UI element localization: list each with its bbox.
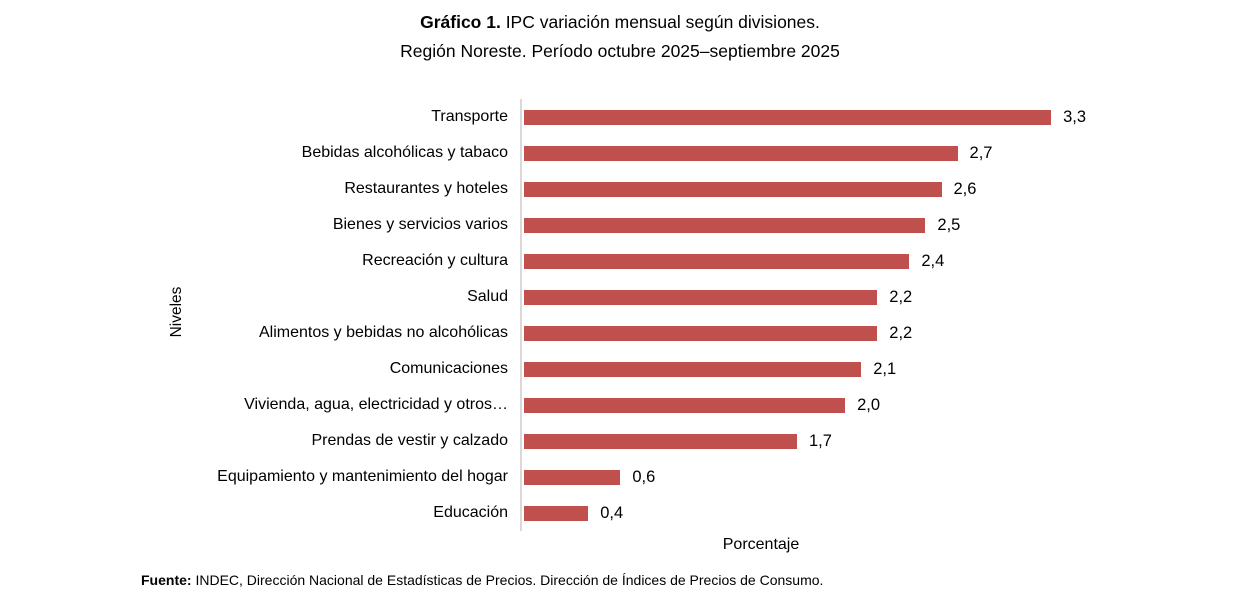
category-label: Recreación y cultura bbox=[362, 252, 508, 269]
category-label: Bebidas alcohólicas y tabaco bbox=[301, 144, 508, 161]
value-label: 0,4 bbox=[600, 503, 624, 522]
bar bbox=[524, 470, 620, 485]
value-label: 0,6 bbox=[632, 467, 656, 486]
category-label: Educación bbox=[433, 504, 508, 521]
bar bbox=[524, 434, 797, 449]
category-label: Vivienda, agua, electricidad y otros… bbox=[244, 396, 508, 413]
y-axis-title: Niveles bbox=[168, 286, 185, 338]
bar-row bbox=[0, 495, 1086, 531]
bar-row bbox=[0, 99, 1086, 135]
bar-track bbox=[520, 423, 1086, 459]
bar bbox=[524, 326, 877, 341]
bar-track bbox=[520, 459, 1086, 495]
source-note-prefix: Fuente: bbox=[141, 572, 192, 588]
bar-row bbox=[0, 207, 1086, 243]
value-label: 2,4 bbox=[921, 251, 945, 270]
bar bbox=[524, 254, 909, 269]
value-label: 2,1 bbox=[873, 359, 897, 378]
category-label: Equipamiento y mantenimiento del hogar bbox=[217, 468, 508, 485]
value-label: 2,5 bbox=[937, 215, 961, 234]
bar bbox=[524, 110, 1051, 125]
source-note bbox=[141, 572, 823, 588]
bar-track bbox=[520, 99, 1086, 135]
bar bbox=[524, 362, 861, 377]
x-axis-title: Porcentaje bbox=[722, 536, 800, 553]
value-label: 2,2 bbox=[889, 323, 913, 342]
value-label: 1,7 bbox=[808, 431, 832, 450]
value-label: 2,6 bbox=[953, 179, 977, 198]
source-note-text: INDEC, Dirección Nacional de Estadísticas de Precios. Dirección de Índices de Precios de Consumo. bbox=[191, 572, 824, 588]
bar bbox=[524, 506, 588, 521]
bar-row bbox=[0, 279, 1086, 315]
bar-track bbox=[520, 495, 1086, 531]
bar-track bbox=[520, 171, 1086, 207]
category-label: Salud bbox=[467, 288, 508, 305]
category-label: Alimentos y bebidas no alcohólicas bbox=[258, 324, 508, 341]
category-label: Prendas de vestir y calzado bbox=[311, 432, 508, 449]
chart-title-prefix: Gráfico 1. bbox=[420, 12, 501, 32]
value-label: 3,3 bbox=[1063, 107, 1086, 126]
category-label: Restaurantes y hoteles bbox=[344, 180, 508, 197]
chart-title-text: IPC variación mensual según divisiones. bbox=[500, 12, 820, 32]
bar-track bbox=[520, 351, 1086, 387]
bar bbox=[524, 182, 942, 197]
bar-track bbox=[520, 135, 1086, 171]
bar-row bbox=[0, 459, 1086, 495]
chart-header bbox=[0, 9, 1240, 64]
bar-row bbox=[0, 351, 1086, 387]
chart-title bbox=[0, 9, 1240, 35]
bar bbox=[524, 290, 877, 305]
value-label: 2,2 bbox=[889, 287, 913, 306]
category-label: Comunicaciones bbox=[389, 360, 508, 377]
chart-subtitle: Región Noreste. Período octubre 2025–septiembre 2025 bbox=[400, 41, 840, 61]
bar-track bbox=[520, 387, 1086, 423]
bar bbox=[524, 218, 925, 233]
bar bbox=[524, 398, 845, 413]
value-label: 2,7 bbox=[969, 143, 993, 162]
bar-row bbox=[0, 423, 1086, 459]
bar-row bbox=[0, 315, 1086, 351]
plot-area bbox=[0, 99, 1086, 531]
bar-track bbox=[520, 207, 1086, 243]
category-label: Bienes y servicios varios bbox=[332, 216, 508, 233]
value-label: 2,0 bbox=[857, 395, 881, 414]
bar-row bbox=[0, 243, 1086, 279]
category-label: Transporte bbox=[431, 108, 508, 125]
bar bbox=[524, 146, 958, 161]
bar-track bbox=[520, 243, 1086, 279]
bar-track bbox=[520, 315, 1086, 351]
bar-row bbox=[0, 135, 1086, 171]
bar-track bbox=[520, 279, 1086, 315]
bar-row bbox=[0, 171, 1086, 207]
bar-row bbox=[0, 387, 1086, 423]
